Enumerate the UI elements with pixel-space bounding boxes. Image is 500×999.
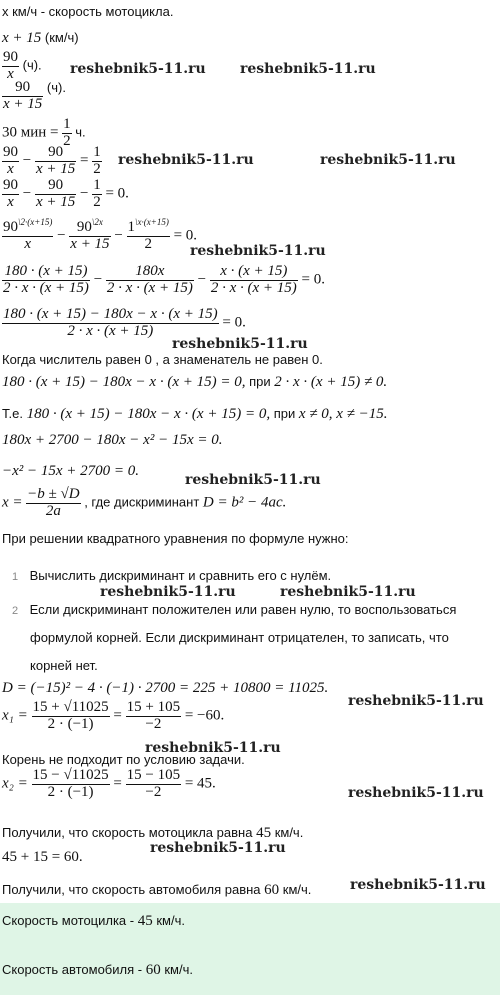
line-time-motorcycle bbox=[2, 50, 42, 83]
text-root-rejected: Корень не подходит по условию задачи. bbox=[2, 752, 245, 767]
equation-12-root1: x₁ = $\frac{15 + √11025}{2 \cdot (-1)}$ = $\frac{15 + 105}{-2}$ = −60. bbox=[2, 699, 225, 732]
equation-3: $\frac{90^{\backslash 2\cdot(x+15)}}{x}$ − $\frac{90^{\backslash 2x}}{x + 15}$ − $\frac{1^{\backslash x\cdot(x+15)}}{2}$ = 0. bbox=[3, 217, 198, 252]
watermark: reshebnik5-11.ru bbox=[348, 785, 484, 801]
list-item-2-line2: формулой корней. Если дискриминант отрицателен, то записать, что bbox=[30, 630, 449, 645]
watermark: reshebnik5-11.ru bbox=[320, 152, 456, 168]
text-method: При решении квадратного уравнения по формуле нужно: bbox=[2, 531, 349, 546]
equation-4: $\frac{180 \cdot (x + 15)}{2 \cdot x \cdot (x + 15)}$ − $\frac{180x}{2 \cdot x \cdot (x + 15)}$ − $\frac{x \cdot (x + 15)}{2 \cdot x \cdot (x + 15)}$ = 0. bbox=[3, 263, 325, 296]
watermark: reshebnik5-11.ru bbox=[350, 877, 486, 893]
line-motorcycle-speed: x км/ч - скорость мотоцикла. bbox=[2, 4, 174, 19]
list-item-1: 1 Вычислить дискриминант и сравнить его с нулём. bbox=[12, 568, 332, 583]
equation-1: $\frac{90}{x}$ − $\frac{90}{x + 15}$ = $\frac{1}{2}$ bbox=[3, 144, 101, 177]
equation-2: $\frac{90}{x}$ − $\frac{90}{x + 15}$ − $\frac{1}{2}$ = 0. bbox=[3, 177, 129, 210]
answer-car: Скорость автомобиля - 60 км/ч. bbox=[2, 962, 193, 978]
watermark: reshebnik5-11.ru bbox=[150, 840, 286, 856]
equation-13-root2: x₂ = $\frac{15 - √11025}{2 \cdot (-1)}$ = $\frac{15 - 105}{-2}$ = 45. bbox=[2, 767, 216, 800]
unit: (ч). bbox=[46, 80, 66, 95]
fraction: $\frac{90}{x}$ bbox=[3, 49, 18, 82]
equation-8: 180x + 2700 − 180x − x² − 15x = 0. bbox=[2, 432, 223, 448]
expr: x + 15 bbox=[2, 30, 42, 46]
unit: (ч). bbox=[22, 57, 42, 73]
watermark: reshebnik5-11.ru bbox=[145, 740, 281, 756]
equation-5: $\frac{180 \cdot (x + 15) - 180x - x \cdot (x + 15)}{2 \cdot x \cdot (x + 15)}$ = 0. bbox=[3, 306, 246, 339]
equation-11-discriminant: D = (−15)² − 4 · (−1) · 2700 = 225 + 10800 = 11025. bbox=[2, 680, 329, 696]
watermark: reshebnik5-11.ru bbox=[100, 584, 236, 600]
unit: ч. bbox=[75, 124, 86, 140]
text-car-result: Получили, что скорость автомобиля равна 60 км/ч. bbox=[2, 882, 312, 898]
line-time-car bbox=[2, 80, 66, 113]
unit: (км/ч) bbox=[44, 30, 79, 45]
list-item-2: 2 Если дискриминант положителен или равен нулю, то воспользоваться bbox=[12, 602, 457, 617]
fraction: $\frac{1}{2}$ bbox=[63, 116, 71, 149]
watermark: reshebnik5-11.ru bbox=[70, 61, 206, 77]
fraction: $\frac{90}{x + 15}$ bbox=[3, 79, 43, 112]
watermark: reshebnik5-11.ru bbox=[280, 584, 416, 600]
equation-7: Т.е. 180 · (x + 15) − 180x − x · (x + 15) = 0, при x ≠ 0, x ≠ −15. bbox=[2, 406, 388, 422]
watermark: reshebnik5-11.ru bbox=[240, 61, 376, 77]
watermark: reshebnik5-11.ru bbox=[348, 693, 484, 709]
line-car-speed bbox=[2, 30, 79, 47]
equation-9: −x² − 15x + 2700 = 0. bbox=[2, 463, 140, 479]
expr: 30 мин = bbox=[2, 124, 59, 141]
answer-box bbox=[0, 903, 500, 995]
list-item-2-line3: корней нет. bbox=[30, 658, 98, 673]
equation-10-formula: x = $\frac{-b \pm √D}{2a}$ , где дискриминант D = b² − 4ac. bbox=[2, 486, 287, 519]
equation-6: 180 · (x + 15) − 180x − x · (x + 15) = 0, при 2 · x · (x + 15) ≠ 0. bbox=[2, 374, 388, 390]
equation-14: 45 + 15 = 60. bbox=[2, 849, 83, 865]
watermark: reshebnik5-11.ru bbox=[118, 152, 254, 168]
text-condition: Когда числитель равен 0 , а знаменатель не равен 0. bbox=[2, 352, 323, 367]
watermark: reshebnik5-11.ru bbox=[172, 336, 308, 352]
watermark: reshebnik5-11.ru bbox=[190, 243, 326, 259]
text-motorcycle-result: Получили, что скорость мотоцикла равна 45 км/ч. bbox=[2, 825, 304, 841]
watermark: reshebnik5-11.ru bbox=[185, 472, 321, 488]
answer-motorcycle: Скорость мотоцилка - 45 км/ч. bbox=[2, 913, 185, 929]
